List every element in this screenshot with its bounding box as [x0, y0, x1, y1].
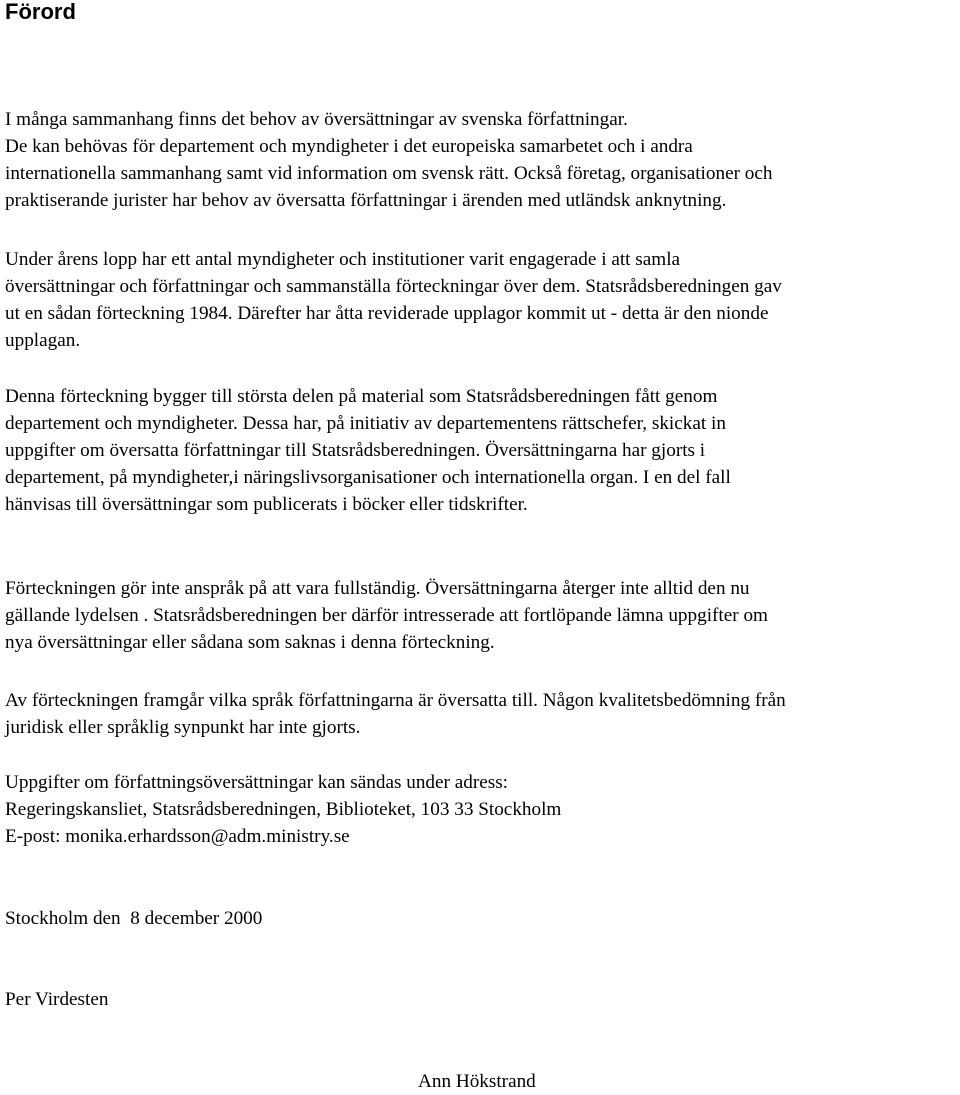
paragraph-languages — [5, 687, 960, 741]
paragraph-line: Under årens lopp har ett antal myndigheter och institutioner varit engagerade i att samla — [5, 249, 681, 270]
contact-address: Regeringskansliet, Statsrådsberedningen, Biblioteket, 103 33 Stockholm — [5, 799, 562, 820]
signature-per-virdesten: Per Virdesten — [5, 989, 109, 1010]
page-title: Förord — [5, 0, 76, 24]
paragraph-line: Denna förteckning bygger till största delen på material som Statsrådsberedningen fått genom — [5, 386, 718, 407]
paragraph-sources — [5, 383, 960, 518]
contact-heading: Uppgifter om författningsöversättningar kan sändas under adress: — [5, 772, 508, 793]
paragraph-contact — [5, 769, 960, 850]
paragraph-line: I många sammanhang finns det behov av översättningar av svenska författningar. — [5, 109, 628, 130]
paragraph-line: nya översättningar eller sådana som saknas i denna förteckning. — [5, 632, 495, 653]
paragraph-history — [5, 246, 960, 354]
paragraph-line: översättningar och författningar och sammanställa förteckningar över dem. Statsrådsberedningen gav — [5, 276, 782, 297]
paragraph-line: De kan behövas för departement och myndigheter i det europeiska samarbetet och i andra — [5, 136, 693, 157]
paragraph-line: departement, på myndigheter,i näringslivsorganisationer och internationella organ. I en del fall — [5, 467, 731, 488]
paragraph-line: praktiserande jurister har behov av översatta författningar i ärenden med utländsk anknytning. — [5, 190, 727, 211]
paragraph-line: ut en sådan förteckning 1984. Därefter har åtta reviderade upplagor kommit ut - detta är den nionde — [5, 303, 769, 324]
paragraph-line: gällande lydelsen . Statsrådsberedningen ber därför intresserade att fortlöpande lämna uppgifter om — [5, 605, 768, 626]
paragraph-line: juridisk eller språklig synpunkt har inte gjorts. — [5, 717, 361, 738]
paragraph-line: departement och myndigheter. Dessa har, på initiativ av departementens rättschefer, skickat in — [5, 413, 726, 434]
contact-email: E-post: monika.erhardsson@adm.ministry.se — [5, 826, 350, 847]
paragraph-intro — [5, 106, 960, 214]
signature-ann-hokstrand: Ann Hökstrand — [418, 1071, 536, 1092]
paragraph-line: hänvisas till översättningar som publicerats i böcker eller tidskrifter. — [5, 494, 528, 515]
paragraph-line: Förteckningen gör inte anspråk på att vara fullständig. Översättningarna återger inte alltid den nu — [5, 578, 750, 599]
paragraph-line: uppgifter om översatta författningar till Statsrådsberedningen. Översättningarna har gjorts i — [5, 440, 706, 461]
paragraph-line: internationella sammanhang samt vid information om svensk rätt. Också företag, organisationer och — [5, 163, 773, 184]
paragraph-line: upplagan. — [5, 330, 81, 351]
paragraph-line: Av förteckningen framgår vilka språk författningarna är översatta till. Någon kvalitetsbedömning från — [5, 690, 786, 711]
paragraph-completeness — [5, 575, 960, 656]
date-line: Stockholm den 8 december 2000 — [5, 908, 263, 929]
